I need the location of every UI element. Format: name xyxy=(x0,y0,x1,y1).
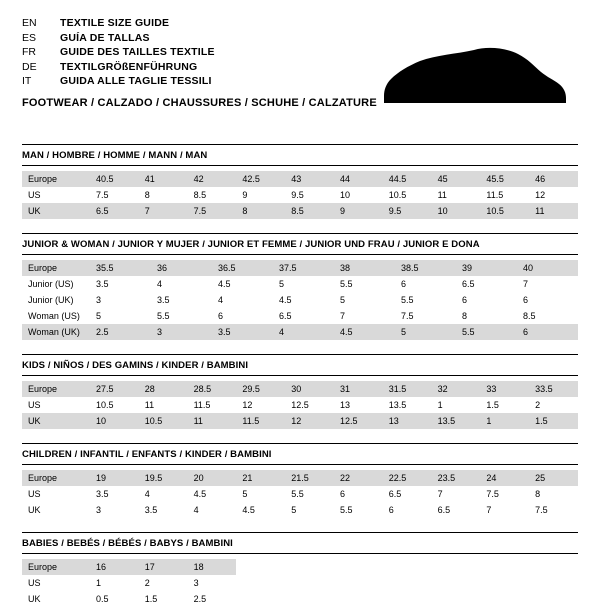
size-cell: 2 xyxy=(535,400,541,410)
size-cell: 5.5 xyxy=(339,505,353,515)
size-cell: 7.5 xyxy=(401,311,414,321)
table-row xyxy=(22,470,578,486)
size-cell-empty xyxy=(480,559,529,575)
size-cell: 33 xyxy=(480,381,529,397)
size-cell: 1.5 xyxy=(529,413,578,429)
size-cell-empty xyxy=(432,575,481,591)
size-cell: 3 xyxy=(193,578,199,588)
section-title: MAN / HOMBRE / HOMME / MANN / MAN xyxy=(22,150,208,161)
row-label: Woman (US) xyxy=(28,311,80,321)
size-cell-empty xyxy=(334,559,383,575)
table-row xyxy=(22,187,578,203)
size-cell-empty xyxy=(236,575,285,591)
size-cell: 1 xyxy=(437,400,443,410)
size-cell: 11 xyxy=(144,400,155,410)
size-cell: 36.5 xyxy=(212,260,273,276)
size-cell: 11 xyxy=(529,203,578,219)
size-cell-empty xyxy=(529,575,578,591)
size-cell: 44.5 xyxy=(383,171,432,187)
size-cell: 5 xyxy=(395,324,456,340)
size-cell: 6 xyxy=(523,295,529,305)
size-cell: 7 xyxy=(437,489,443,499)
size-cell: 30 xyxy=(285,381,334,397)
size-cell-empty xyxy=(529,591,578,607)
language-code: EN xyxy=(22,17,37,29)
size-cell: 43 xyxy=(285,171,334,187)
size-cell: 22.5 xyxy=(383,470,432,486)
section-title: BABIES / BEBÉS / BÉBÉS / BABYS / BAMBINI xyxy=(22,538,233,549)
table-row xyxy=(22,203,578,219)
row-label: Woman (UK) xyxy=(22,324,90,340)
size-cell: 10.5 xyxy=(139,413,188,429)
language-row xyxy=(22,33,215,48)
size-cell: 6 xyxy=(339,489,345,499)
size-cell: 6 xyxy=(388,505,394,515)
table-row xyxy=(22,276,578,292)
size-cell: 2.5 xyxy=(90,324,151,340)
language-title: TEXTILGRÖßENFÜHRUNG xyxy=(60,60,198,73)
size-cell-empty xyxy=(285,559,334,575)
row-label: UK xyxy=(22,413,90,429)
size-cell: 13.5 xyxy=(388,400,407,410)
size-cell: 16 xyxy=(90,559,139,575)
size-cell: 10.5 xyxy=(480,203,529,219)
language-row xyxy=(22,62,215,77)
size-cell: 11 xyxy=(188,413,237,429)
size-cell: 12 xyxy=(285,413,334,429)
size-cell: 29.5 xyxy=(236,381,285,397)
size-cell: 31.5 xyxy=(383,381,432,397)
table-row xyxy=(22,559,578,575)
size-cell: 12.5 xyxy=(334,413,383,429)
section-title: JUNIOR & WOMAN / JUNIOR Y MUJER / JUNIOR ET FEMME / JUNIOR UND FRAU / JUNIOR E DONA xyxy=(22,239,480,250)
size-cell: 8 xyxy=(535,489,541,499)
row-label: Junior (US) xyxy=(28,279,74,289)
size-cell-empty xyxy=(432,591,481,607)
size-cell: 28.5 xyxy=(188,381,237,397)
size-cell-empty xyxy=(383,591,432,607)
language-title: GUIDA ALLE TAGLIE TESSILI xyxy=(60,75,212,87)
row-label: US xyxy=(28,400,41,410)
size-cell: 5.5 xyxy=(456,324,517,340)
section-kids xyxy=(22,354,578,429)
size-table-man xyxy=(22,171,578,219)
size-cell: 9 xyxy=(334,203,383,219)
size-cell: 10 xyxy=(432,203,481,219)
size-cell: 4 xyxy=(157,279,163,289)
size-cell: 1 xyxy=(480,413,529,429)
size-cell: 12 xyxy=(242,400,253,410)
size-cell: 9.5 xyxy=(291,190,304,200)
section-title: CHILDREN / INFANTIL / ENFANTS / KINDER / BAMBINI xyxy=(22,449,272,460)
size-cell-empty xyxy=(432,559,481,575)
section-children xyxy=(22,443,578,518)
size-cell: 32 xyxy=(432,381,481,397)
size-cell: 35.5 xyxy=(90,260,151,276)
size-cell: 36 xyxy=(151,260,212,276)
size-cell-empty xyxy=(529,559,578,575)
size-cell: 6 xyxy=(218,311,224,321)
size-cell: 4 xyxy=(144,489,150,499)
size-cell: 7.5 xyxy=(96,190,109,200)
table-row xyxy=(22,575,578,591)
size-cell: 5 xyxy=(340,295,346,305)
size-cell: 6.5 xyxy=(279,311,292,321)
size-cell-empty xyxy=(480,591,529,607)
size-cell: 3 xyxy=(96,295,102,305)
size-cell-empty xyxy=(480,575,529,591)
size-cell: 4 xyxy=(193,505,199,515)
size-cell: 38.5 xyxy=(395,260,456,276)
size-cell: 4.5 xyxy=(242,505,255,515)
size-cell: 8.5 xyxy=(285,203,334,219)
size-cell: 0.5 xyxy=(96,594,109,604)
size-cell: 6 xyxy=(401,279,407,289)
size-cell: 1.5 xyxy=(144,594,158,604)
size-cell: 9.5 xyxy=(383,203,432,219)
language-code: ES xyxy=(22,31,37,44)
row-label: US xyxy=(28,190,41,200)
size-cell: 37.5 xyxy=(273,260,334,276)
size-cell: 5 xyxy=(291,505,297,515)
size-cell: 39 xyxy=(456,260,517,276)
row-label: Europe xyxy=(22,559,90,575)
size-cell: 4.5 xyxy=(218,279,231,289)
size-cell: 7.5 xyxy=(188,203,237,219)
size-cell: 3.5 xyxy=(157,295,170,305)
size-cell: 11.5 xyxy=(486,190,504,200)
section-man xyxy=(22,144,578,219)
size-cell: 4.5 xyxy=(279,295,292,305)
size-cell: 9 xyxy=(242,190,248,200)
size-cell: 5.5 xyxy=(291,489,304,499)
table-row xyxy=(22,591,578,607)
section-title: KIDS / NIÑOS / DES GAMINS / KINDER / BAMBINI xyxy=(22,360,249,371)
size-cell: 17 xyxy=(139,559,188,575)
size-cell: 2 xyxy=(144,578,150,588)
size-cell: 5.5 xyxy=(157,311,170,321)
size-cell: 33.5 xyxy=(529,381,578,397)
size-cell: 38 xyxy=(334,260,395,276)
size-cell: 45.5 xyxy=(480,171,529,187)
size-cell-empty xyxy=(334,575,383,591)
size-cell: 8 xyxy=(144,190,150,200)
size-cell: 10 xyxy=(90,413,139,429)
language-row xyxy=(22,76,215,91)
language-code: IT xyxy=(22,75,32,87)
section-babies xyxy=(22,532,578,607)
size-cell: 8 xyxy=(462,311,468,321)
size-table-children xyxy=(22,470,578,518)
size-cell: 6 xyxy=(462,295,468,305)
table-row xyxy=(22,381,578,397)
size-cell: 4 xyxy=(273,324,334,340)
language-row xyxy=(22,18,215,33)
size-cell: 4.5 xyxy=(334,324,395,340)
size-cell: 22 xyxy=(334,470,383,486)
size-cell: 5 xyxy=(96,311,102,321)
size-cell: 42.5 xyxy=(236,171,285,187)
dress-shoe-icon xyxy=(378,36,568,116)
size-cell: 6 xyxy=(517,324,578,340)
row-label: Europe xyxy=(22,470,90,486)
row-label: Europe xyxy=(22,381,90,397)
size-cell: 3.5 xyxy=(96,279,109,289)
language-title: GUIDE DES TAILLES TEXTILE xyxy=(60,46,215,58)
row-label: US xyxy=(28,578,41,588)
size-cell: 13 xyxy=(339,400,350,410)
size-cell: 25 xyxy=(529,470,578,486)
size-cell: 44 xyxy=(334,171,383,187)
size-cell-empty xyxy=(383,559,432,575)
row-label: Europe xyxy=(22,171,90,187)
size-cell: 7 xyxy=(523,279,529,289)
language-title: GUÍA DE TALLAS xyxy=(60,31,150,44)
size-cell: 7.5 xyxy=(535,505,548,515)
size-cell: 27.5 xyxy=(90,381,139,397)
size-cell: 6.5 xyxy=(462,279,475,289)
size-cell: 3 xyxy=(96,505,102,515)
language-code: FR xyxy=(22,46,36,58)
language-code: DE xyxy=(22,60,37,73)
size-cell-empty xyxy=(236,591,285,607)
page-title: FOOTWEAR / CALZADO / CHAUSSURES / SCHUHE / CALZATURE xyxy=(22,96,377,109)
size-cell: 13 xyxy=(383,413,432,429)
size-cell-empty xyxy=(236,559,285,575)
size-cell: 7.5 xyxy=(486,489,499,499)
size-cell: 11.5 xyxy=(193,400,211,410)
size-cell: 5.5 xyxy=(340,279,353,289)
size-cell: 42 xyxy=(188,171,237,187)
language-title-list xyxy=(22,18,215,91)
size-cell: 3.5 xyxy=(96,489,109,499)
table-row xyxy=(22,260,578,276)
size-cell: 21 xyxy=(236,470,285,486)
size-cell: 5 xyxy=(242,489,248,499)
size-cell: 6.5 xyxy=(388,489,402,499)
size-cell: 3.5 xyxy=(144,505,158,515)
size-cell: 8.5 xyxy=(193,190,207,200)
size-cell: 5.5 xyxy=(401,295,414,305)
language-row xyxy=(22,47,215,62)
size-cell: 4.5 xyxy=(193,489,207,499)
row-label: UK xyxy=(22,203,90,219)
table-row xyxy=(22,324,578,340)
size-cell: 23.5 xyxy=(432,470,481,486)
size-cell: 40 xyxy=(517,260,578,276)
row-label: Junior (UK) xyxy=(28,295,74,305)
size-cell: 6.5 xyxy=(437,505,451,515)
size-cell: 7 xyxy=(486,505,492,515)
size-cell: 10.5 xyxy=(388,190,407,200)
size-cell-empty xyxy=(383,575,432,591)
size-cell: 8 xyxy=(236,203,285,219)
size-cell: 10 xyxy=(339,190,350,200)
table-row xyxy=(22,171,578,187)
size-cell: 8.5 xyxy=(523,311,536,321)
size-cell: 41 xyxy=(139,171,188,187)
language-title: TEXTILE SIZE GUIDE xyxy=(60,17,170,29)
size-cell-empty xyxy=(285,591,334,607)
size-cell: 12 xyxy=(535,190,546,200)
table-row xyxy=(22,397,578,413)
size-cell-empty xyxy=(285,575,334,591)
size-cell: 24 xyxy=(480,470,529,486)
size-cell: 19.5 xyxy=(139,470,188,486)
size-cell: 3.5 xyxy=(212,324,273,340)
size-cell: 7 xyxy=(139,203,188,219)
size-cell: 1 xyxy=(96,578,102,588)
size-cell: 31 xyxy=(334,381,383,397)
row-label: US xyxy=(28,489,41,499)
size-cell: 19 xyxy=(90,470,139,486)
table-row xyxy=(22,292,578,308)
size-cell: 3 xyxy=(151,324,212,340)
size-cell: 4 xyxy=(218,295,224,305)
size-cell: 40.5 xyxy=(90,171,139,187)
size-cell: 45 xyxy=(432,171,481,187)
size-cell-empty xyxy=(334,591,383,607)
size-cell: 12.5 xyxy=(291,400,309,410)
table-row xyxy=(22,502,578,518)
table-row xyxy=(22,413,578,429)
size-cell: 1.5 xyxy=(486,400,499,410)
size-cell: 46 xyxy=(529,171,578,187)
row-label: Europe xyxy=(22,260,90,276)
size-cell: 13.5 xyxy=(432,413,481,429)
size-cell: 10.5 xyxy=(96,400,114,410)
table-row xyxy=(22,486,578,502)
table-row xyxy=(22,308,578,324)
size-table-junior-woman xyxy=(22,260,578,340)
size-cell: 2.5 xyxy=(193,594,207,604)
row-label: UK xyxy=(28,505,41,515)
size-table-kids xyxy=(22,381,578,429)
page-header xyxy=(22,18,578,130)
size-cell: 20 xyxy=(188,470,237,486)
section-junior-woman xyxy=(22,233,578,340)
size-cell: 21.5 xyxy=(285,470,334,486)
size-cell: 11 xyxy=(437,190,447,200)
size-cell: 5 xyxy=(279,279,285,289)
size-cell: 18 xyxy=(188,559,237,575)
size-cell: 7 xyxy=(340,311,346,321)
size-cell: 28 xyxy=(139,381,188,397)
row-label: UK xyxy=(28,594,41,604)
size-cell: 6.5 xyxy=(90,203,139,219)
size-cell: 11.5 xyxy=(236,413,285,429)
